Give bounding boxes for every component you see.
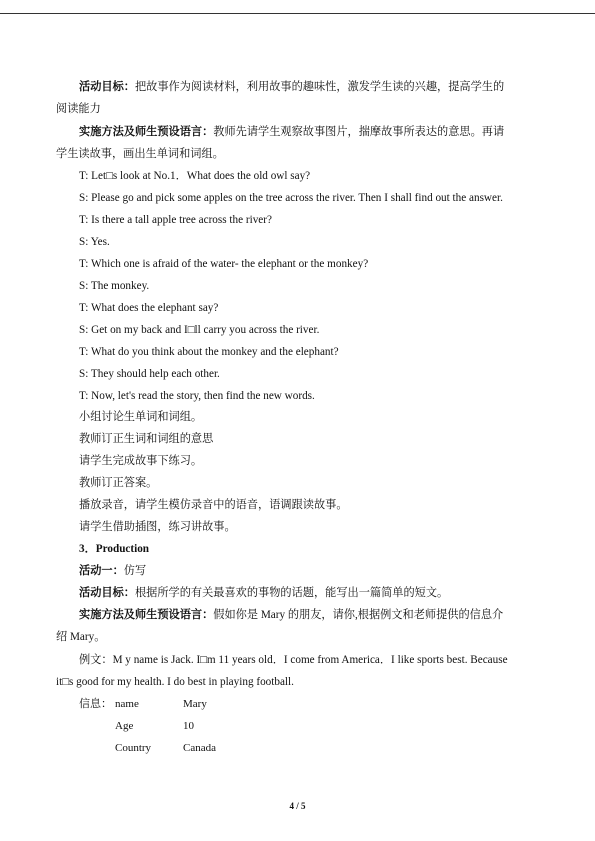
dialogue-line: T: What does the elephant say?	[79, 302, 219, 314]
info-label: 信息：	[79, 698, 112, 710]
dialogue-line: T: What do you think about the monkey and the elephant?	[79, 346, 339, 358]
activity-paragraph	[79, 564, 146, 578]
method-text: 教师先请学生观察故事图片，揣摩故事所表达的意思。再请	[213, 126, 505, 138]
info-value: 10	[183, 720, 194, 732]
info-key: Country	[115, 742, 152, 754]
section-heading: 3．Production	[79, 543, 150, 555]
info-value: Mary	[183, 698, 207, 710]
info-value: Canada	[183, 742, 216, 754]
method-label: 实施方法及师生预设语言：	[79, 126, 214, 138]
goal-text-cont: 阅读能力	[56, 103, 101, 115]
method-text-cont: 学生读故事，画出生单词和词组。	[56, 148, 224, 160]
step-line: 教师订正答案。	[79, 477, 158, 489]
goal-label: 活动目标：	[79, 81, 135, 93]
step-line: 请学生完成故事下练习。	[79, 455, 203, 467]
example-line-cont: it□s good for my health. I do best in playing football.	[56, 676, 294, 688]
goal-paragraph-2	[79, 586, 448, 600]
dialogue-line: T: Which one is afraid of the water- the elephant or the monkey?	[79, 258, 369, 270]
dialogue-line: T: Now, let's read the story, then find the new words.	[79, 390, 315, 402]
step-line: 小组讨论生单词和词组。	[79, 411, 203, 423]
goal-paragraph-1	[79, 80, 504, 94]
goal-text: 根据所学的有关最喜欢的事物的话题，能写出一篇简单的短文。	[134, 587, 449, 599]
method-text: 假如你是 Mary 的朋友，请你,根据例文和老师提供的信息介	[213, 609, 504, 621]
activity-text: 仿写	[123, 565, 147, 577]
step-line: 教师订正生词和词组的意思	[79, 433, 214, 445]
example-line: 例文：M y name is Jack. I□m 11 years old．I come from America．I like sports best. Because	[79, 654, 508, 666]
activity-label: 活动一：	[79, 565, 124, 577]
method-label: 实施方法及师生预设语言：	[79, 609, 214, 621]
step-line: 播放录音，请学生模仿录音中的语音，语调跟读故事。	[79, 499, 348, 511]
dialogue-line: T: Let□s look at No.1．What does the old owl say?	[79, 170, 311, 182]
dialogue-line: S: They should help each other.	[79, 368, 220, 380]
goal-label: 活动目标：	[79, 587, 135, 599]
method-text-cont: 绍 Mary。	[56, 631, 106, 643]
header-rule	[0, 13, 595, 14]
goal-text: 把故事作为阅读材料，利用故事的趣味性，激发学生读的兴趣，提高学生的	[134, 81, 505, 93]
method-paragraph-1	[79, 125, 504, 139]
method-paragraph-2	[79, 608, 503, 622]
dialogue-line: T: Is there a tall apple tree across the river?	[79, 214, 272, 226]
dialogue-line: S: The monkey.	[79, 280, 150, 292]
info-key: name	[115, 698, 139, 710]
step-line: 请学生借助插图，练习讲故事。	[79, 521, 236, 533]
info-key: Age	[115, 720, 134, 732]
dialogue-line: S: Please go and pick some apples on the tree across the river. Then I shall find out the answer.	[79, 192, 503, 204]
page-number: 4 / 5	[289, 801, 306, 811]
dialogue-line: S: Yes.	[79, 236, 110, 248]
dialogue-line: S: Get on my back and I□ll carry you across the river.	[79, 324, 320, 336]
